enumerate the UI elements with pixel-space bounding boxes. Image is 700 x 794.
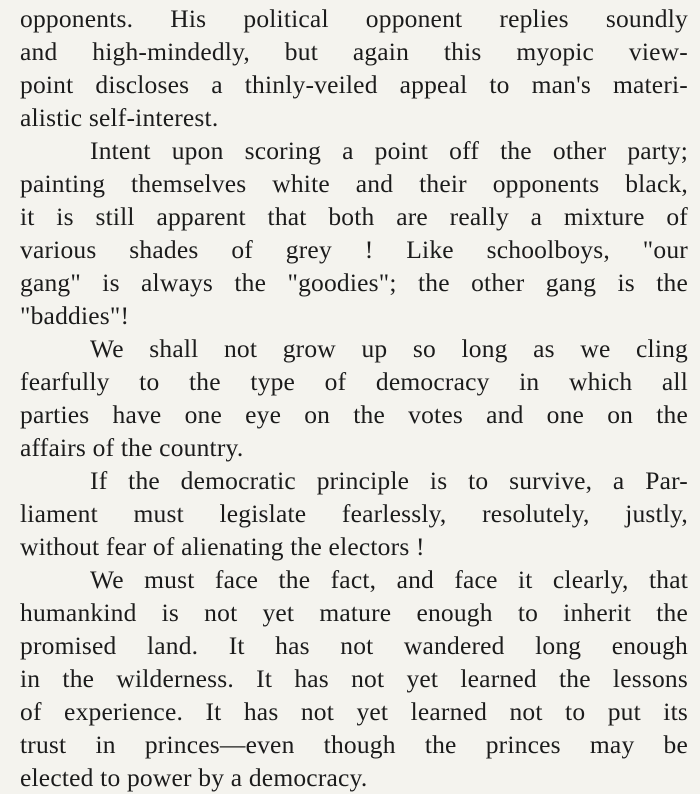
paragraph-5: [20, 563, 688, 794]
text-line: and high-mindedly, but again this myopic view-: [20, 37, 688, 66]
text-line: of experience. It has not yet learned not to put its: [20, 697, 688, 726]
text-line: in the wilderness. It has not yet learned the lessons: [20, 664, 688, 693]
text-line: "baddies"!: [20, 301, 130, 330]
text-line: affairs of the country.: [20, 433, 244, 462]
text-line: point discloses a thinly-veiled appeal to man's materi-: [20, 70, 688, 99]
text-line: elected to power by a democracy.: [20, 763, 368, 792]
text-line: opponents. His political opponent replies soundly: [20, 4, 688, 33]
text-line: If the democratic principle is to survive, a Par-: [90, 466, 688, 495]
text-line: We must face the fact, and face it clearly, that: [90, 565, 688, 594]
text-line: fearfully to the type of democracy in which all: [20, 367, 688, 396]
paragraph-4: [20, 464, 688, 563]
text-line: promised land. It has not wandered long enough: [20, 631, 688, 660]
text-line: it is still apparent that both are really a mixture of: [20, 202, 688, 231]
text-line: Intent upon scoring a point off the other party;: [90, 136, 688, 165]
text-line: We shall not grow up so long as we cling: [90, 334, 688, 363]
text-line: trust in princes—even though the princes may be: [20, 730, 688, 759]
text-line: various shades of grey ! Like schoolboys, "our: [20, 235, 688, 264]
text-line: without fear of alienating the electors !: [20, 532, 425, 561]
paragraph-1: [20, 2, 688, 134]
text-line: parties have one eye on the votes and one on the: [20, 400, 688, 429]
text-line: gang" is always the "goodies"; the other gang is the: [20, 268, 688, 297]
paragraph-2: [20, 134, 688, 332]
paragraph-3: [20, 332, 688, 464]
text-line: alistic self-interest.: [20, 103, 219, 132]
text-line: painting themselves white and their opponents black,: [20, 169, 688, 198]
text-line: humankind is not yet mature enough to inherit the: [20, 598, 688, 627]
text-line: liament must legislate fearlessly, resolutely, justly,: [20, 499, 688, 528]
